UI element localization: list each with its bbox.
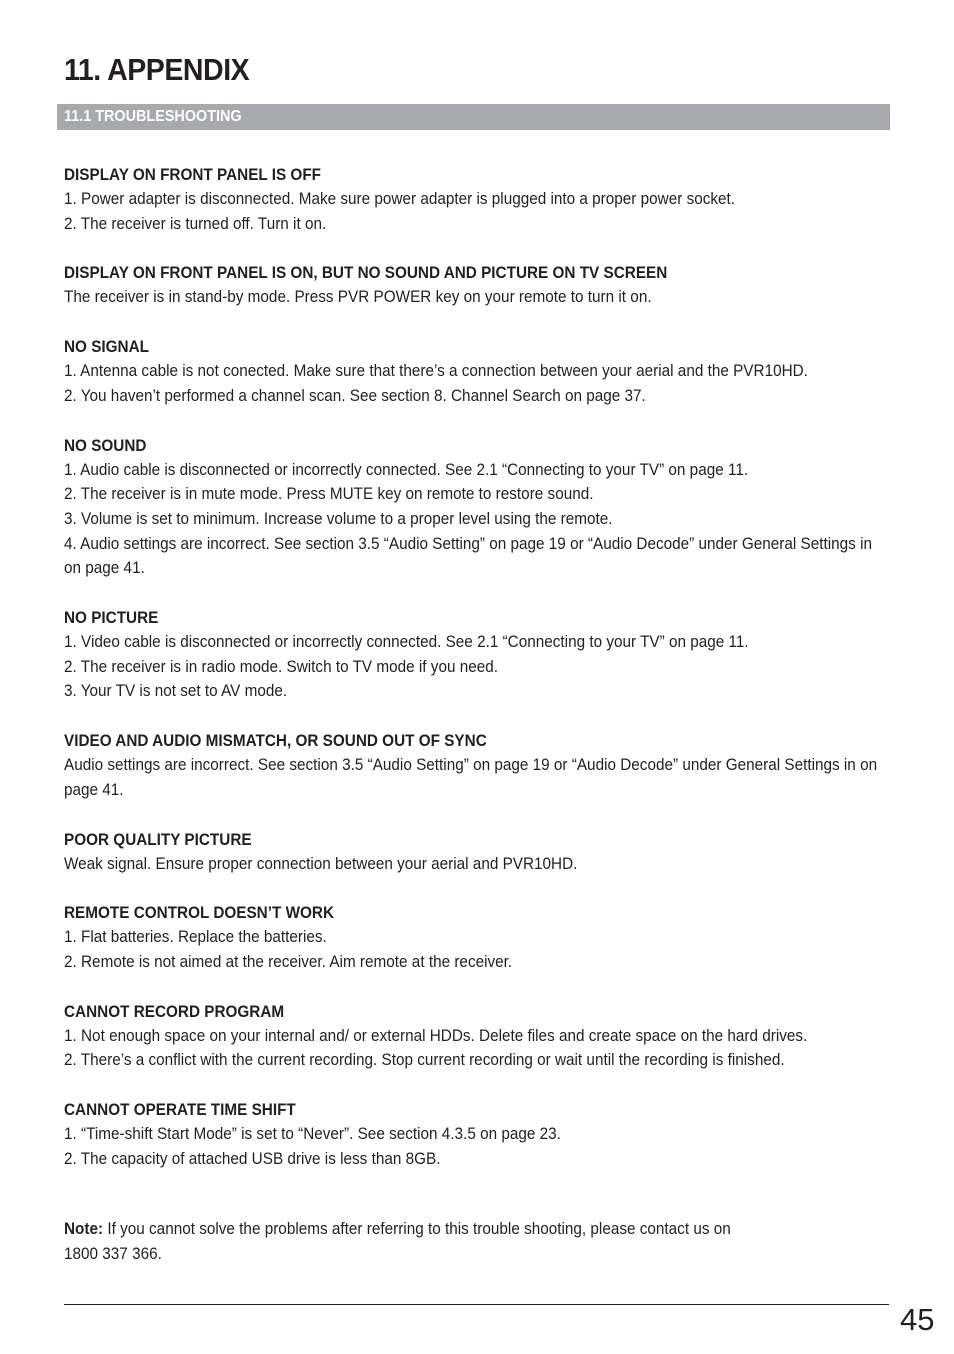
solution-line: 1. “Time-shift Start Mode” is set to “Never”. See section 4.3.5 on page 23. <box>64 1124 561 1144</box>
solution-line: 1. Power adapter is disconnected. Make sure power adapter is plugged into a proper power socket. <box>64 189 736 208</box>
solution-line: 2. The receiver is in mute mode. Press MUTE key on remote to restore sound. <box>64 484 594 504</box>
solution-line: Weak signal. Ensure proper connection between your aerial and PVR10HD. <box>64 853 578 873</box>
solution-line: 3. Volume is set to minimum. Increase volume to a proper level using the remote. <box>64 508 613 528</box>
issue-heading: NO PICTURE <box>64 608 159 628</box>
solution-line: 1. Flat batteries. Replace the batteries. <box>64 927 327 947</box>
issue-heading: DISPLAY ON FRONT PANEL IS OFF <box>64 165 322 184</box>
solution-line: 4. Audio settings are incorrect. See section 3.5 “Audio Setting” on page 19 or “Audio Decode” under General Settings in on page 41. <box>64 533 872 578</box>
solution-line: 2. The receiver is in radio mode. Switch to TV mode if you need. <box>64 656 499 676</box>
troubleshooting-item <box>64 999 884 1073</box>
solution-line: 1. Not enough space on your internal and/ or external HDDs. Delete files and create space on the hard drives. <box>64 1025 808 1045</box>
note-phone: 1800 337 366. <box>64 1244 162 1263</box>
troubleshooting-item <box>64 260 884 310</box>
troubleshooting-item <box>64 827 884 877</box>
solution-line: 2. The capacity of attached USB drive is less than 8GB. <box>64 1148 441 1168</box>
troubleshooting-item <box>64 605 884 704</box>
issue-heading: POOR QUALITY PICTURE <box>64 829 252 849</box>
section-title: 11.1 TROUBLESHOOTING <box>64 108 242 125</box>
solution-line: Audio settings are incorrect. See section 3.5 “Audio Setting” on page 19 or “Audio Decode” under General Settings in on page 41. <box>64 755 878 799</box>
footer-divider <box>64 1304 889 1305</box>
solution-line: 2. There’s a conflict with the current recording. Stop current recording or wait until the recording is finished. <box>64 1050 785 1070</box>
note-label: Note: <box>64 1219 104 1238</box>
issue-heading: REMOTE CONTROL DOESN’T WORK <box>64 903 335 923</box>
troubleshooting-item <box>64 728 884 802</box>
note-text: If you cannot solve the problems after referring to this trouble shooting, please contact us on <box>103 1219 731 1238</box>
solution-line: 1. Video cable is disconnected or incorrectly connected. See 2.1 “Connecting to your TV” on page 11. <box>64 632 749 652</box>
solution-line: 2. Remote is not aimed at the receiver. Aim remote at the receiver. <box>64 951 513 971</box>
note-paragraph <box>64 1216 884 1266</box>
troubleshooting-item <box>64 1097 884 1171</box>
solution-line: 2. The receiver is turned off. Turn it on. <box>64 213 327 233</box>
solution-line: The receiver is in stand-by mode. Press PVR POWER key on your remote to turn it on. <box>64 287 652 307</box>
troubleshooting-item <box>64 162 884 236</box>
issue-heading: CANNOT RECORD PROGRAM <box>64 1001 285 1021</box>
page-title: 11. APPENDIX <box>64 52 250 87</box>
issue-heading: VIDEO AND AUDIO MISMATCH, OR SOUND OUT OF SYNC <box>64 731 487 751</box>
issue-heading: NO SIGNAL <box>64 337 150 357</box>
solution-line: 3. Your TV is not set to AV mode. <box>64 681 288 701</box>
solution-line: 2. You haven’t performed a channel scan. See section 8. Channel Search on page 37. <box>64 385 646 405</box>
troubleshooting-list <box>64 162 884 1195</box>
troubleshooting-item <box>64 433 884 582</box>
issue-heading: NO SOUND <box>64 435 147 455</box>
issue-heading: CANNOT OPERATE TIME SHIFT <box>64 1100 296 1120</box>
solution-line: 1. Audio cable is disconnected or incorrectly connected. See 2.1 “Connecting to your TV” on page 11. <box>64 459 749 479</box>
troubleshooting-item <box>64 900 884 974</box>
solution-line: 1. Antenna cable is not conected. Make sure that there’s a connection between your aerial and the PVR10HD. <box>64 361 808 381</box>
issue-heading: DISPLAY ON FRONT PANEL IS ON, BUT NO SOUND AND PICTURE ON TV SCREEN <box>64 263 668 283</box>
page-number: 45 <box>900 1302 935 1337</box>
troubleshooting-item <box>64 334 884 408</box>
section-header-bar <box>57 104 890 130</box>
